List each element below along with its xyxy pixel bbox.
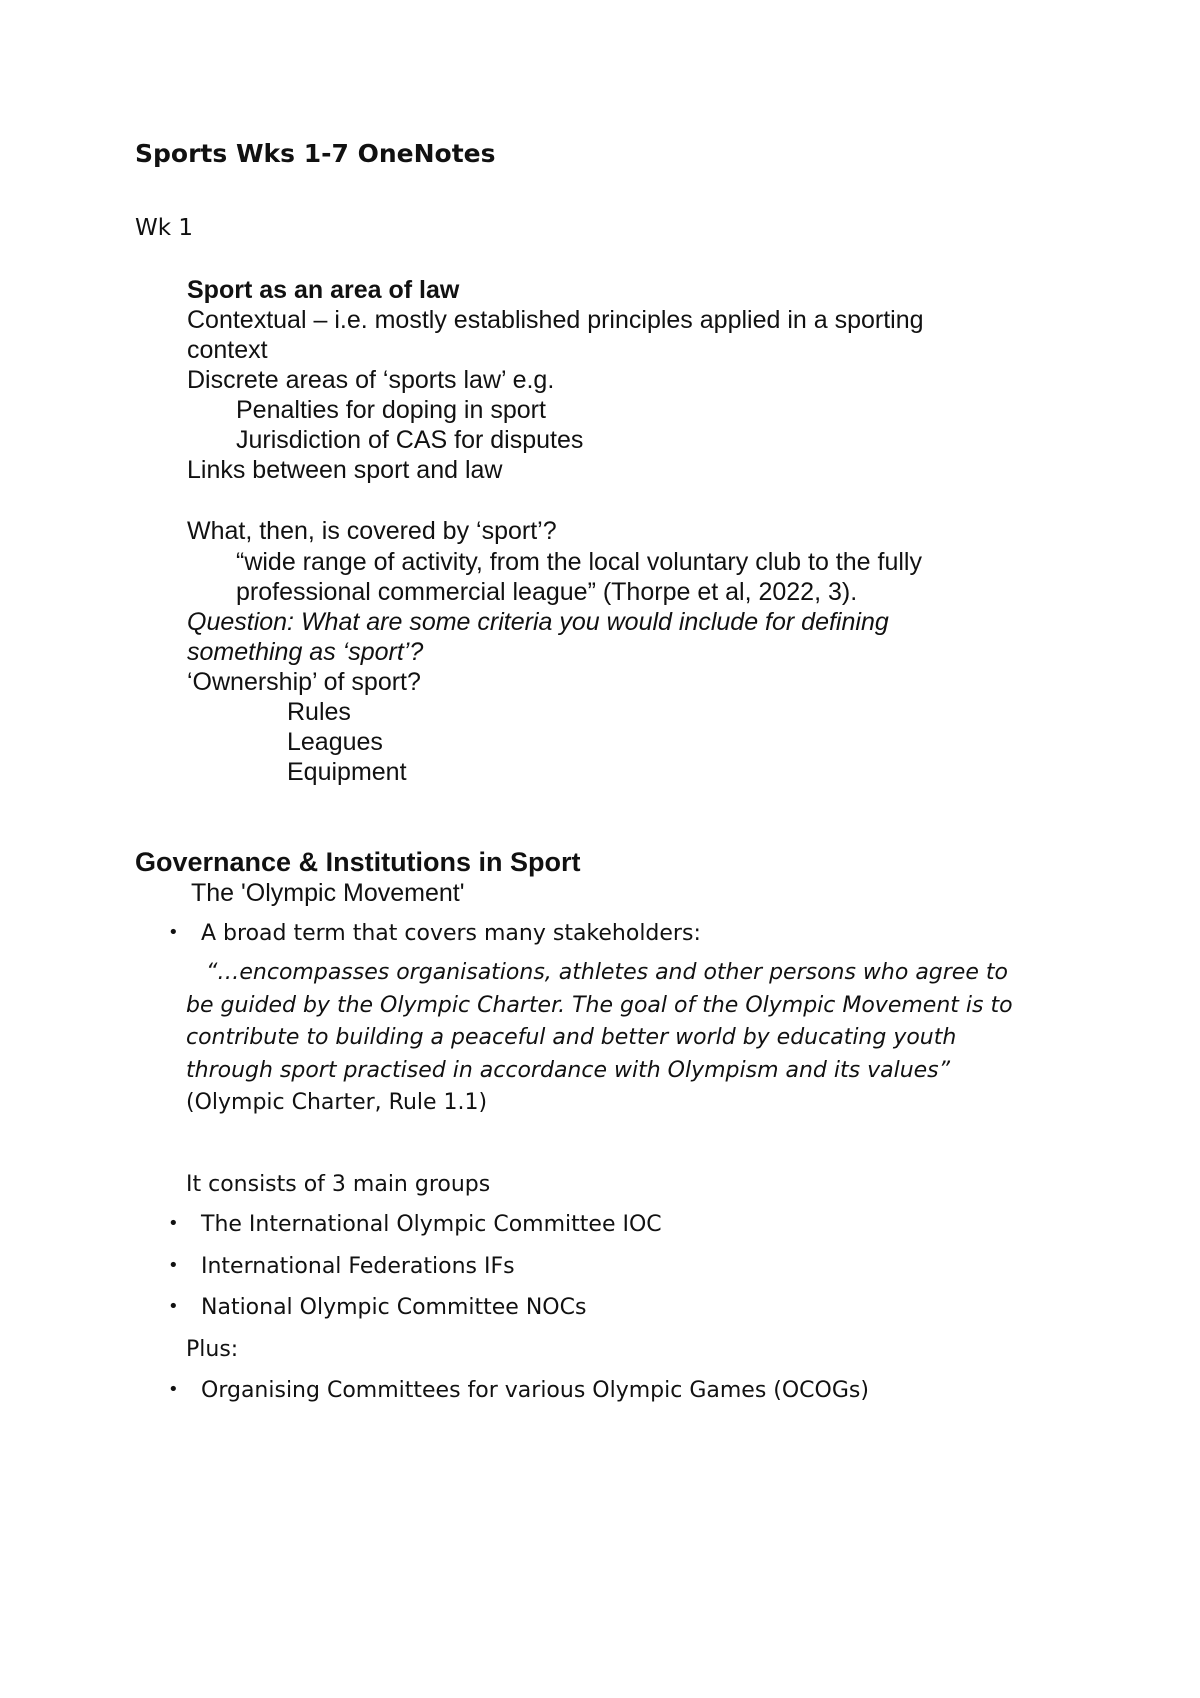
bullet-dot: •: [168, 922, 179, 943]
week-heading: Wk 1: [135, 215, 194, 241]
bullet-broad-term: A broad term that covers many stakeholders:: [201, 921, 701, 946]
discrete-areas: Discrete areas of ‘sports law’ e.g.: [187, 366, 555, 394]
bullet-dot: •: [168, 1213, 179, 1234]
groups-intro: It consists of 3 main groups: [186, 1172, 491, 1197]
sport-quote-line-1: “wide range of activity, from the local voluntary club to the fully: [236, 548, 922, 576]
bullet-dot: •: [168, 1379, 179, 1400]
what-covered: What, then, is covered by ‘sport’?: [187, 517, 557, 545]
bullet-dot: •: [168, 1255, 179, 1276]
group-ifs: International Federations IFs: [201, 1254, 515, 1279]
charter-quote-line-1: “…encompasses organisations, athletes and other persons who agree to: [206, 960, 1008, 985]
discrete-item-cas: Jurisdiction of CAS for disputes: [236, 426, 584, 454]
section-heading-sport-law: Sport as an area of law: [187, 276, 460, 304]
sport-quote-line-2: professional commercial league” (Thorpe et al, 2022, 3).: [236, 578, 858, 606]
plus-label: Plus:: [186, 1337, 239, 1362]
olympic-movement-subheading: The 'Olympic Movement': [191, 879, 465, 907]
charter-quote-line-3: contribute to building a peaceful and better world by educating youth: [186, 1025, 957, 1050]
discrete-item-doping: Penalties for doping in sport: [236, 396, 546, 424]
links-line: Links between sport and law: [187, 456, 503, 484]
ownership-item-leagues: Leagues: [287, 728, 383, 756]
bullet-dot: •: [168, 1296, 179, 1317]
contextual-line-2: context: [187, 336, 268, 364]
ownership-item-equipment: Equipment: [287, 758, 407, 786]
question-line-1: Question: What are some criteria you would include for defining: [187, 608, 889, 636]
charter-citation: (Olympic Charter, Rule 1.1): [186, 1090, 488, 1115]
contextual-line-1: Contextual – i.e. mostly established principles applied in a sporting: [187, 306, 924, 334]
ownership-item-rules: Rules: [287, 698, 351, 726]
document-title: Sports Wks 1-7 OneNotes: [135, 139, 496, 168]
ownership-line: ‘Ownership’ of sport?: [187, 668, 421, 696]
group-ocogs: Organising Committees for various Olympic Games (OCOGs): [201, 1378, 869, 1403]
group-nocs: National Olympic Committee NOCs: [201, 1295, 587, 1320]
section-heading-governance: Governance & Institutions in Sport: [135, 847, 581, 877]
group-ioc: The International Olympic Committee IOC: [201, 1212, 662, 1237]
charter-quote-line-2: be guided by the Olympic Charter. The goal of the Olympic Movement is to: [186, 993, 1013, 1018]
charter-quote-line-4: through sport practised in accordance with Olympism and its values”: [186, 1058, 951, 1083]
question-line-2: something as ‘sport’?: [187, 638, 424, 666]
